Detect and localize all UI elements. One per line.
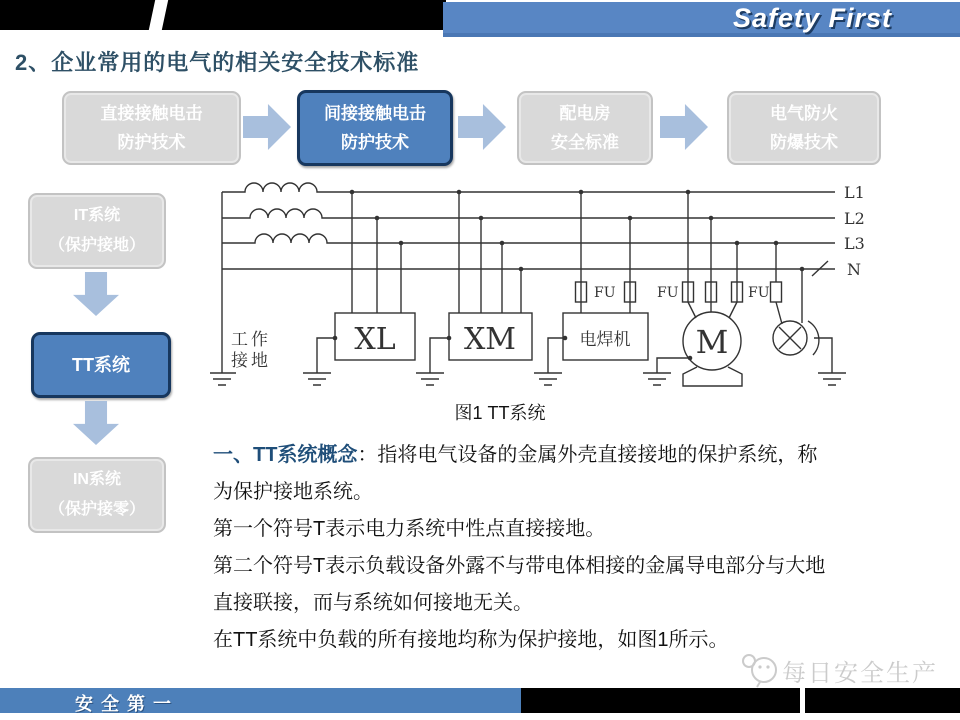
fuse-label: FU	[594, 285, 616, 301]
footer-black-bar	[521, 688, 960, 713]
side-box-label: （保护接零）	[48, 500, 145, 518]
side-box-label: TT系统	[72, 355, 130, 375]
right-arrow-icon	[660, 104, 708, 150]
box-label-xm: XM	[463, 322, 517, 357]
bus-label-l2: L2	[844, 209, 865, 228]
down-arrow-icon	[73, 401, 119, 445]
flow-box-distribution-room	[517, 91, 653, 165]
flow-box-label: 直接接触电击	[100, 104, 203, 123]
tt-system-circuit-diagram	[210, 175, 910, 395]
motor-label: M	[695, 323, 729, 361]
fuse-label: FU	[657, 285, 679, 301]
flow-box-indirect-contact-active	[297, 90, 453, 166]
work-ground-label-2: 接地	[231, 351, 271, 370]
body-line: 在TT系统中负载的所有接地均称为保护接地，如图1所示。	[213, 629, 729, 651]
body-text-span: ：指将电气设备的金属外壳直接接地的保护系统，称	[357, 444, 818, 466]
footer-slogan: 安全第一	[75, 694, 179, 714]
side-box-in-system	[28, 457, 166, 533]
side-box-it-system	[28, 193, 166, 269]
footer-divider-line	[800, 688, 805, 713]
flow-box-label: 配电房	[559, 104, 611, 123]
body-line	[213, 440, 893, 477]
bus-label-l3: L3	[844, 234, 865, 253]
watermark	[738, 652, 938, 688]
body-line: 第一个符号T表示电力系统中性点直接接地。	[213, 518, 606, 540]
body-line: 直接联接，而与系统如何接地无关。	[213, 592, 533, 614]
flow-box-label: 电气防火	[770, 104, 838, 123]
flow-box-label: 安全标准	[551, 133, 619, 152]
watermark-text: 每日安全生产	[782, 659, 938, 687]
bus-label-l1: L1	[844, 183, 865, 202]
page-title: 2、企业常用的电气的相关安全技术标准	[15, 50, 420, 75]
fuse-label: FU	[748, 285, 770, 301]
right-arrow-icon	[243, 104, 291, 150]
flow-box-label: 防护技术	[341, 133, 409, 152]
flow-box-fire-explosion	[727, 91, 881, 165]
side-box-label: IN系统	[72, 471, 121, 489]
flow-box-label: 防护技术	[117, 133, 186, 152]
flow-box-label: 间接接触电击	[324, 104, 426, 123]
header-brand: Safety First	[732, 3, 892, 33]
work-ground-label-1: 工作	[231, 330, 271, 349]
body-line: 第二个符号T表示负载设备外露不与带电体相接的金属导电部分与大地	[213, 555, 826, 577]
body-heading: 一、TT系统概念	[213, 444, 358, 466]
flow-box-label: 防爆技术	[770, 133, 838, 152]
bus-label-n: N	[847, 260, 861, 279]
side-box-label: IT系统	[73, 207, 121, 225]
body-line: 为保护接地系统。	[213, 481, 373, 503]
side-box-label: （保护接地）	[48, 236, 145, 254]
down-arrow-icon	[73, 272, 119, 316]
side-box-tt-system-active	[31, 332, 171, 398]
box-label-xl: XL	[354, 322, 396, 357]
figure-caption: 图1 TT系统	[454, 403, 546, 423]
chick-logo-icon	[738, 652, 782, 688]
header-black-bar	[0, 0, 446, 30]
body-text	[213, 440, 893, 662]
right-arrow-icon	[458, 104, 506, 150]
flow-box-direct-contact	[62, 91, 241, 165]
welder-label: 电焊机	[579, 330, 631, 349]
